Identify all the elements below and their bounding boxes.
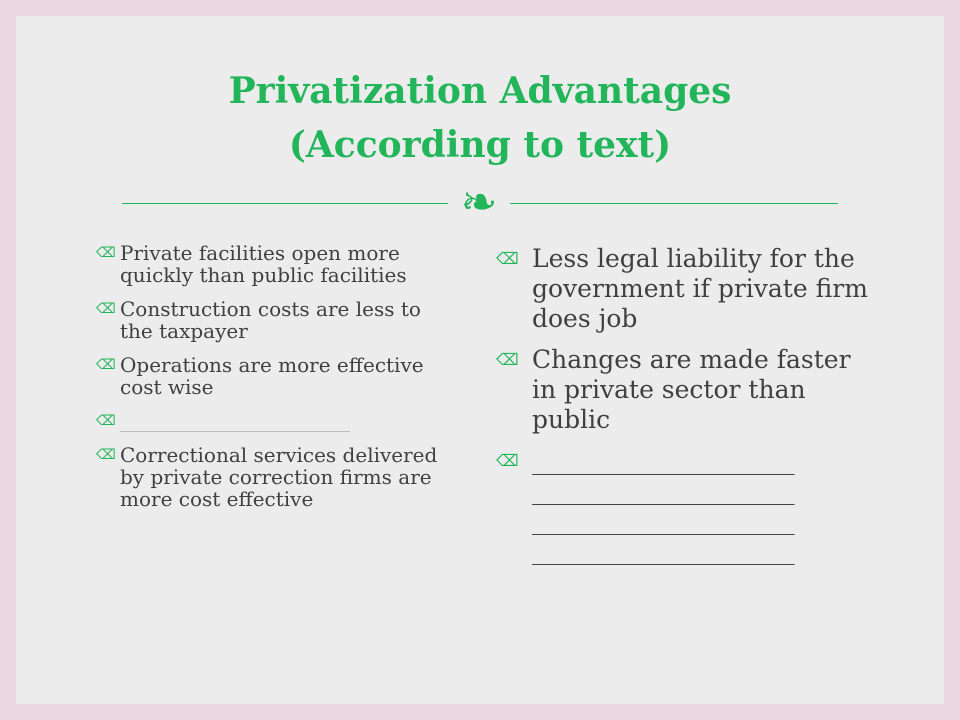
bullet-icon: ⌫	[96, 413, 116, 429]
bullet-icon: ⌫	[96, 447, 116, 463]
list-item	[96, 242, 456, 286]
slide	[16, 16, 944, 704]
list-item	[496, 244, 876, 334]
blank-line: _______________________	[120, 410, 350, 432]
bullet-icon: ⌫	[496, 249, 519, 268]
left-bullet-list	[96, 242, 456, 522]
slide-title-line-2: (According to text)	[288, 124, 672, 166]
bullet-text: Private facilities open more quickly than public facilities	[120, 241, 407, 287]
bullet-text: Construction costs are less to the taxpayer	[120, 297, 421, 343]
bullet-icon: ⌫	[96, 245, 116, 261]
list-item	[96, 410, 456, 432]
slide-title-line-1: Privatization Advantages	[228, 70, 732, 112]
bullet-icon: ⌫	[96, 301, 116, 317]
list-item	[96, 444, 456, 510]
bullet-icon: ⌫	[496, 451, 519, 470]
list-item	[496, 446, 876, 566]
list-item	[96, 354, 456, 398]
right-bullet-list	[496, 244, 876, 577]
bullet-text: Less legal liability for the government if private firm does job	[532, 244, 868, 333]
bullet-text: Changes are made faster in private sector than public	[532, 345, 851, 434]
divider-line-right	[510, 203, 838, 204]
bullet-icon: ⌫	[96, 357, 116, 373]
list-item	[96, 298, 456, 342]
blank-lines: _____________________ _____________________ _____________________ _____________________	[532, 446, 795, 565]
bullet-icon: ⌫	[496, 350, 519, 369]
list-item	[496, 345, 876, 435]
flourish-icon: ❧	[460, 177, 498, 228]
divider-line-left	[122, 203, 448, 204]
bullet-text: Operations are more effective cost wise	[120, 353, 424, 399]
bullet-text: Correctional services delivered by private correction firms are more cost effective	[120, 443, 438, 511]
